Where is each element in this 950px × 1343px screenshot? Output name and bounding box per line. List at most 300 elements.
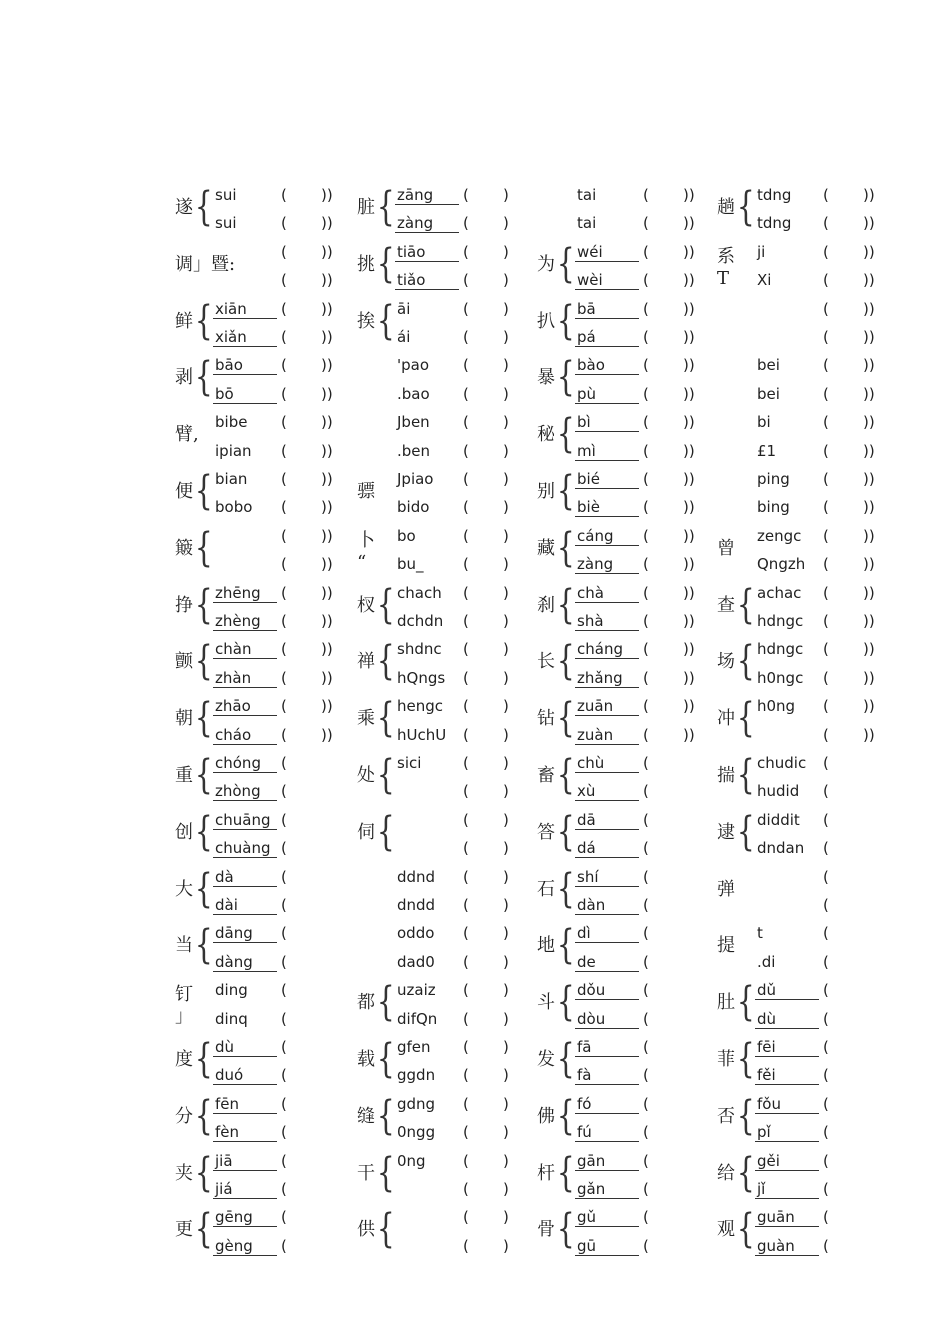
answer-paren-open: ( — [463, 640, 469, 659]
answer-paren-open: ( — [823, 810, 829, 829]
answer-paren-open: ( — [463, 214, 469, 233]
pinyin-reading: dchdn — [397, 612, 444, 630]
answer-paren-close: ) — [503, 214, 509, 233]
brace-icon: { — [556, 524, 575, 571]
entry-character: 佛 — [537, 1105, 555, 1127]
brace-icon: { — [556, 1036, 575, 1082]
answer-paren-open: ( — [463, 356, 469, 375]
answer-paren-close: )) — [863, 328, 875, 346]
answer-paren-open: ( — [463, 1151, 469, 1170]
answer-paren-open: ( — [463, 186, 469, 204]
pinyin-reading: gèng — [213, 1237, 277, 1256]
brace-icon: { — [556, 808, 575, 855]
answer-paren-open: ( — [281, 1208, 287, 1227]
entry-character: 曾 — [717, 537, 735, 559]
answer-paren-open: ( — [281, 952, 287, 971]
answer-paren-open: ( — [643, 952, 649, 971]
entry-character: 更 — [175, 1219, 193, 1241]
entry-character: 」 — [175, 1006, 193, 1028]
pinyin-reading: bobo — [215, 498, 253, 517]
entry-character: 分 — [175, 1105, 193, 1127]
pinyin-reading: diddit — [757, 810, 800, 829]
answer-paren-open: ( — [643, 612, 649, 630]
entry-character: 菲 — [717, 1049, 735, 1070]
answer-paren-open: ( — [643, 754, 649, 772]
answer-paren-open: ( — [643, 1123, 649, 1142]
answer-paren-open: ( — [463, 1009, 469, 1028]
answer-paren-open: ( — [281, 839, 287, 858]
pinyin-reading: 0ngg — [397, 1123, 436, 1142]
brace-icon: { — [556, 1149, 575, 1196]
answer-paren-close: ) — [503, 186, 509, 204]
answer-paren-open: ( — [643, 1038, 649, 1056]
answer-paren-open: ( — [643, 1066, 649, 1085]
brace-icon: { — [736, 979, 755, 1026]
answer-paren-open: ( — [463, 526, 469, 545]
answer-paren-open: ( — [643, 640, 649, 659]
pinyin-reading: gěi — [755, 1152, 819, 1171]
answer-paren-close: ) — [503, 1009, 509, 1028]
pinyin-reading: tdng — [757, 214, 792, 233]
brace-icon: { — [194, 922, 213, 969]
answer-paren-open: ( — [643, 498, 649, 517]
answer-paren-open: ( — [463, 242, 469, 261]
answer-paren-close: )) — [683, 186, 695, 204]
answer-paren-close: )) — [683, 697, 695, 716]
answer-paren-open: ( — [281, 214, 287, 233]
entry-character: 答 — [537, 821, 555, 843]
answer-paren-open: ( — [643, 441, 649, 460]
answer-paren-open: ( — [823, 498, 829, 517]
answer-paren-open: ( — [463, 612, 469, 630]
pinyin-reading: bāo — [213, 356, 277, 375]
answer-paren-close: )) — [683, 299, 695, 318]
answer-paren-open: ( — [823, 470, 829, 488]
answer-paren-close: ) — [503, 356, 509, 375]
pinyin-reading: hudid — [757, 782, 800, 801]
answer-paren-open: ( — [281, 1009, 287, 1028]
pinyin-reading: xiān — [213, 300, 277, 319]
answer-paren-open: ( — [643, 1009, 649, 1028]
pinyin-reading: pù — [575, 385, 639, 404]
answer-paren-close: )) — [863, 186, 875, 204]
answer-paren-open: ( — [463, 271, 469, 290]
pinyin-reading: fà — [575, 1066, 639, 1085]
pinyin-reading: zhēng — [213, 584, 277, 603]
answer-paren-close: ) — [503, 981, 509, 1000]
answer-paren-close: )) — [683, 271, 695, 290]
pinyin-reading: chach — [397, 583, 442, 602]
entry-character: 卜 — [357, 529, 375, 551]
answer-paren-close: ) — [503, 1123, 509, 1142]
pinyin-reading: dinq — [215, 1009, 248, 1028]
pinyin-reading: dndan — [757, 839, 805, 858]
answer-paren-open: ( — [463, 896, 469, 914]
pinyin-reading: chóng — [213, 754, 277, 773]
pinyin-reading: pǐ — [755, 1123, 819, 1142]
pinyin-reading: gǔ — [575, 1208, 639, 1227]
answer-paren-open: ( — [463, 328, 469, 346]
answer-paren-open: ( — [281, 271, 287, 290]
answer-paren-open: ( — [463, 1094, 469, 1113]
brace-icon: { — [194, 184, 213, 230]
pinyin-reading: bì — [575, 413, 639, 432]
answer-paren-close: )) — [321, 697, 333, 716]
pinyin-reading: zhàn — [213, 669, 277, 688]
answer-paren-open: ( — [823, 526, 829, 545]
pinyin-reading: dà — [213, 868, 277, 887]
pinyin-reading: sui — [215, 214, 237, 233]
entry-character: 钉 — [175, 984, 193, 1006]
brace-icon: { — [556, 411, 575, 458]
brace-icon: { — [556, 240, 575, 287]
answer-paren-open: ( — [463, 839, 469, 858]
answer-paren-open: ( — [643, 1180, 649, 1198]
pinyin-reading: ái — [397, 328, 411, 346]
answer-paren-open: ( — [281, 754, 287, 772]
pinyin-reading: chudic — [757, 754, 807, 772]
answer-paren-close: )) — [863, 214, 875, 233]
brace-icon: { — [376, 1206, 395, 1253]
entry-character: 缝 — [357, 1105, 375, 1127]
brace-icon: { — [194, 1206, 213, 1253]
answer-paren-close: ) — [503, 1066, 509, 1085]
answer-paren-close: )) — [683, 668, 695, 687]
answer-paren-close: ) — [503, 384, 509, 403]
pinyin-reading: bei — [757, 384, 780, 403]
answer-paren-open: ( — [281, 612, 287, 630]
answer-paren-close: ) — [503, 867, 509, 886]
pinyin-reading: ddnd — [397, 867, 436, 886]
brace-icon: { — [194, 1092, 213, 1139]
entry-character: 处 — [357, 765, 375, 786]
entry-character: 剥 — [175, 367, 193, 389]
pinyin-reading: āi — [397, 299, 411, 318]
entry-character: T — [717, 267, 730, 289]
pinyin-reading: bào — [575, 356, 639, 375]
entry-character: 钻 — [537, 708, 555, 730]
answer-paren-close: )) — [863, 498, 875, 517]
answer-paren-close: )) — [863, 356, 875, 375]
pinyin-reading: dù — [755, 1010, 819, 1029]
answer-paren-open: ( — [643, 271, 649, 290]
answer-paren-open: ( — [463, 697, 469, 716]
answer-paren-open: ( — [463, 725, 469, 744]
brace-icon: { — [556, 638, 575, 685]
answer-paren-open: ( — [643, 867, 649, 886]
answer-paren-open: ( — [823, 952, 829, 971]
pinyin-reading: ipian — [215, 441, 252, 460]
answer-paren-open: ( — [823, 782, 829, 801]
answer-paren-open: ( — [281, 782, 287, 801]
answer-paren-open: ( — [643, 668, 649, 687]
answer-paren-open: ( — [281, 1180, 287, 1198]
answer-paren-open: ( — [823, 186, 829, 204]
pinyin-reading: h0ngc — [757, 668, 804, 687]
pinyin-reading: oddo — [397, 924, 435, 943]
answer-paren-open: ( — [643, 1151, 649, 1170]
answer-paren-close: )) — [321, 470, 333, 488]
answer-paren-open: ( — [643, 384, 649, 403]
pinyin-reading: hdngc — [757, 640, 804, 659]
entry-character: 趟 — [717, 197, 735, 218]
pinyin-reading: tai — [577, 186, 597, 204]
answer-paren-open: ( — [281, 526, 287, 545]
pinyin-reading: dàng — [213, 953, 277, 972]
answer-paren-open: ( — [823, 583, 829, 602]
brace-icon: { — [556, 865, 575, 912]
answer-paren-close: )) — [321, 271, 333, 290]
answer-paren-close: )) — [683, 725, 695, 744]
brace-icon: { — [556, 581, 575, 628]
answer-paren-close: ) — [503, 952, 509, 971]
answer-paren-open: ( — [463, 952, 469, 971]
pinyin-reading: dǒu — [575, 981, 639, 1000]
entry-character: 簸 — [175, 537, 193, 559]
entry-character: 杈 — [357, 594, 375, 616]
pinyin-reading: .di — [757, 952, 776, 971]
pinyin-reading: hdngc — [757, 612, 804, 630]
answer-paren-open: ( — [823, 1009, 829, 1028]
answer-paren-open: ( — [643, 583, 649, 602]
pinyin-reading: gfen — [397, 1038, 431, 1056]
entry-character: 大 — [175, 878, 193, 900]
pinyin-reading: jiā — [213, 1152, 277, 1171]
answer-paren-open: ( — [463, 413, 469, 432]
answer-paren-open: ( — [463, 583, 469, 602]
answer-paren-open: ( — [643, 299, 649, 318]
pinyin-reading: shdnc — [397, 640, 442, 659]
answer-paren-open: ( — [823, 214, 829, 233]
pinyin-reading: chà — [575, 584, 639, 603]
answer-paren-open: ( — [643, 896, 649, 914]
entry-character: 度 — [175, 1049, 193, 1070]
pinyin-reading: fēn — [213, 1095, 277, 1114]
pinyin-reading: zāng — [395, 186, 459, 205]
brace-icon: { — [736, 808, 755, 855]
answer-paren-open: ( — [643, 810, 649, 829]
answer-paren-close: ) — [503, 441, 509, 460]
pinyin-reading: zengc — [757, 526, 802, 545]
pinyin-reading: chuāng — [213, 811, 277, 830]
entry-character: 弹 — [717, 878, 735, 900]
answer-paren-open: ( — [463, 924, 469, 943]
entry-character: 都 — [357, 992, 375, 1014]
answer-paren-open: ( — [823, 384, 829, 403]
pinyin-reading: bido — [397, 498, 430, 517]
answer-paren-close: )) — [683, 498, 695, 517]
entry-character: 载 — [357, 1049, 375, 1070]
answer-paren-close: ) — [503, 583, 509, 602]
entry-character: 重 — [175, 765, 193, 786]
answer-paren-open: ( — [281, 867, 287, 886]
answer-paren-close: ) — [503, 1180, 509, 1198]
pinyin-reading: fā — [575, 1038, 639, 1057]
pinyin-reading: fēi — [755, 1038, 819, 1057]
entry-character: 斗 — [537, 992, 555, 1014]
answer-paren-close: )) — [683, 413, 695, 432]
answer-paren-close: )) — [321, 668, 333, 687]
answer-paren-close: )) — [321, 526, 333, 545]
pinyin-reading: xiǎn — [213, 328, 277, 347]
pinyin-reading: tdng — [757, 186, 792, 204]
answer-paren-open: ( — [823, 867, 829, 886]
pinyin-reading: ggdn — [397, 1066, 436, 1085]
brace-icon: { — [376, 979, 395, 1026]
answer-paren-open: ( — [463, 810, 469, 829]
answer-paren-open: ( — [281, 356, 287, 375]
answer-paren-open: ( — [281, 810, 287, 829]
answer-paren-close: )) — [683, 555, 695, 574]
pinyin-reading: guān — [755, 1208, 819, 1227]
brace-icon: { — [194, 354, 213, 401]
pinyin-reading: ding — [215, 981, 248, 1000]
pinyin-reading: biè — [575, 498, 639, 517]
answer-paren-open: ( — [281, 299, 287, 318]
answer-paren-close: ) — [503, 1236, 509, 1255]
answer-paren-close: )) — [863, 668, 875, 687]
answer-paren-open: ( — [643, 839, 649, 858]
pinyin-reading: shà — [575, 612, 639, 631]
answer-paren-open: ( — [643, 470, 649, 488]
pinyin-reading: zàng — [575, 555, 639, 574]
pinyin-reading: t — [757, 924, 763, 943]
answer-paren-open: ( — [281, 1123, 287, 1142]
pinyin-reading: zhòng — [213, 782, 277, 801]
pinyin-reading: bei — [757, 356, 780, 375]
entry-character: 否 — [717, 1105, 735, 1127]
pinyin-reading: Jben — [397, 413, 430, 432]
answer-paren-open: ( — [463, 299, 469, 318]
answer-paren-open: ( — [823, 697, 829, 716]
answer-paren-open: ( — [823, 1151, 829, 1170]
answer-paren-close: )) — [321, 413, 333, 432]
pinyin-reading: tai — [577, 214, 597, 233]
answer-paren-close: )) — [683, 328, 695, 346]
answer-paren-close: ) — [503, 555, 509, 574]
pinyin-reading: wèi — [575, 271, 639, 290]
entry-character: 提 — [717, 935, 735, 957]
answer-paren-open: ( — [463, 384, 469, 403]
pinyin-reading: hUchU — [397, 725, 447, 744]
answer-paren-close: )) — [863, 725, 875, 744]
answer-paren-open: ( — [281, 697, 287, 716]
entry-character: 当 — [175, 935, 193, 957]
answer-paren-open: ( — [463, 1038, 469, 1056]
pinyin-reading: dì — [575, 924, 639, 943]
answer-paren-open: ( — [823, 896, 829, 914]
answer-paren-open: ( — [281, 1066, 287, 1085]
answer-paren-open: ( — [463, 867, 469, 886]
answer-paren-open: ( — [281, 384, 287, 403]
answer-paren-close: )) — [683, 356, 695, 375]
brace-icon: { — [376, 752, 395, 798]
entry-character: 遂 — [175, 197, 193, 218]
brace-icon: { — [194, 1036, 213, 1082]
brace-icon: { — [736, 695, 755, 742]
entry-character: 畜 — [537, 765, 555, 786]
brace-icon: { — [376, 240, 395, 287]
answer-paren-open: ( — [463, 470, 469, 488]
pinyin-reading: sui — [215, 186, 237, 204]
answer-paren-close: ) — [503, 668, 509, 687]
answer-paren-close: )) — [321, 328, 333, 346]
brace-icon: { — [736, 1206, 755, 1253]
entry-character: 乘 — [357, 708, 375, 730]
answer-paren-open: ( — [823, 924, 829, 943]
brace-icon: { — [736, 1036, 755, 1082]
pinyin-reading: wéi — [575, 243, 639, 262]
answer-paren-close: )) — [683, 470, 695, 488]
answer-paren-open: ( — [643, 725, 649, 744]
pinyin-reading: dad0 — [397, 952, 435, 971]
entry-character: 长 — [537, 651, 555, 673]
entry-character: 鲜 — [175, 310, 193, 332]
entry-character: 供 — [357, 1219, 375, 1241]
brace-icon: { — [194, 297, 213, 344]
brace-icon: { — [376, 695, 395, 742]
answer-paren-close: )) — [863, 583, 875, 602]
answer-paren-open: ( — [463, 1180, 469, 1198]
answer-paren-open: ( — [823, 1066, 829, 1085]
answer-paren-open: ( — [823, 1038, 829, 1056]
answer-paren-open: ( — [823, 1094, 829, 1113]
entry-character: 暴 — [537, 367, 555, 389]
pinyin-reading: .bao — [397, 384, 430, 403]
answer-paren-open: ( — [463, 1066, 469, 1085]
pinyin-reading: chuàng — [213, 839, 277, 858]
entry-character: 骨 — [537, 1219, 555, 1241]
answer-paren-close: ) — [503, 725, 509, 744]
answer-paren-open: ( — [281, 441, 287, 460]
entry-character: 挑 — [357, 253, 375, 275]
pinyin-reading: bing — [757, 498, 790, 517]
brace-icon: { — [194, 581, 213, 628]
entry-character: 系 — [717, 245, 735, 267]
pinyin-reading: cháng — [575, 640, 639, 659]
pinyin-reading: xù — [575, 782, 639, 801]
answer-paren-open: ( — [281, 583, 287, 602]
answer-paren-open: ( — [281, 186, 287, 204]
pinyin-reading: zhāo — [213, 697, 277, 716]
answer-paren-open: ( — [281, 640, 287, 659]
pinyin-reading: guàn — [755, 1237, 819, 1256]
answer-paren-close: ) — [503, 640, 509, 659]
answer-paren-close: )) — [321, 441, 333, 460]
answer-paren-open: ( — [823, 328, 829, 346]
pinyin-reading: .ben — [397, 441, 431, 460]
answer-paren-open: ( — [463, 498, 469, 517]
answer-paren-close: )) — [683, 214, 695, 233]
answer-paren-open: ( — [281, 1151, 287, 1170]
answer-paren-open: ( — [823, 612, 829, 630]
pinyin-reading: hQngs — [397, 668, 446, 687]
answer-paren-open: ( — [463, 1208, 469, 1227]
entry-character: 禅 — [357, 651, 375, 673]
entry-character: 秘 — [537, 424, 555, 446]
answer-paren-open: ( — [643, 1094, 649, 1113]
answer-paren-close: )) — [321, 583, 333, 602]
pinyin-reading: gū — [575, 1237, 639, 1256]
answer-paren-open: ( — [823, 1236, 829, 1255]
answer-paren-close: ) — [503, 1038, 509, 1056]
answer-paren-close: ) — [503, 697, 509, 716]
entry-character: 观 — [717, 1219, 735, 1241]
answer-paren-close: )) — [683, 384, 695, 403]
pinyin-reading: 0ng — [397, 1151, 426, 1170]
pinyin-reading: fèn — [213, 1123, 277, 1142]
entry-character: 挣 — [175, 594, 193, 616]
